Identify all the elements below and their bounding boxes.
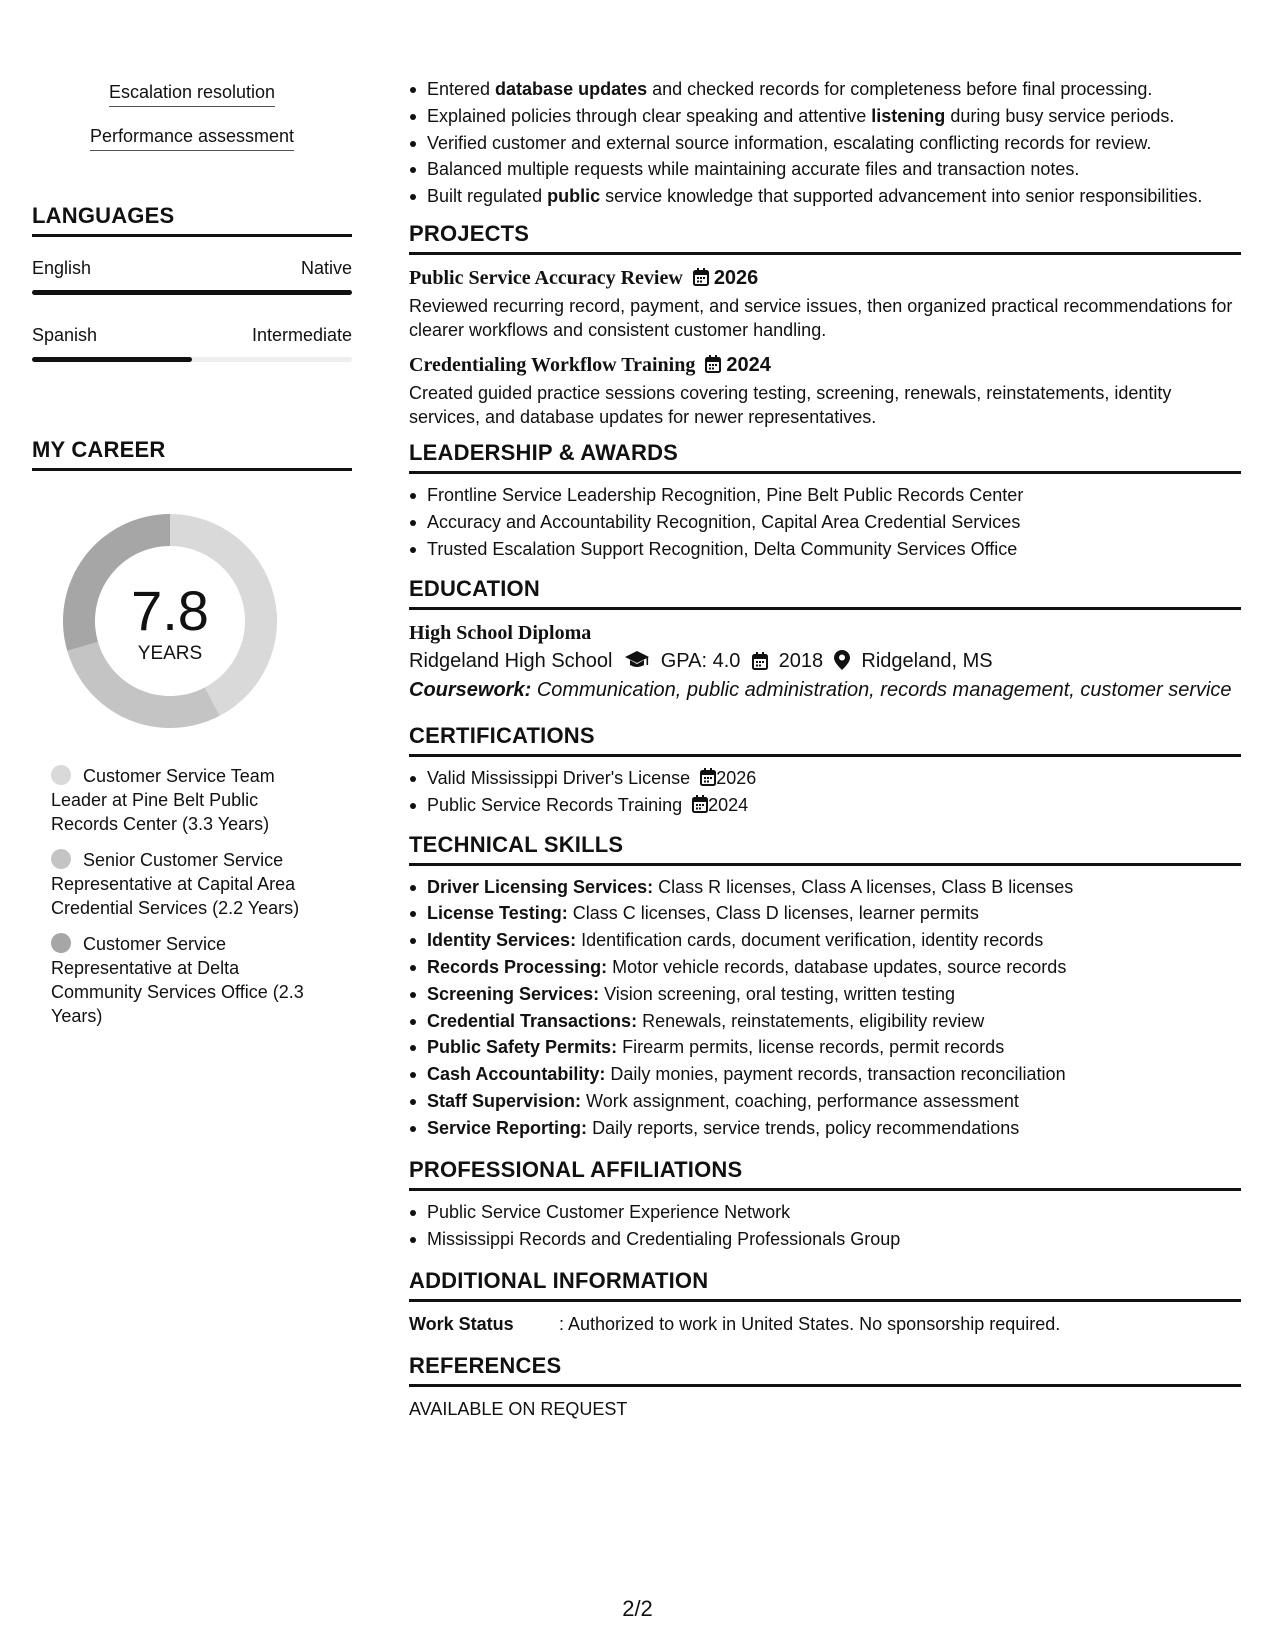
- certification-item: [409, 767, 1241, 790]
- technical-skill-item: License Testing: Class C licenses, Class D licenses, learner permits: [409, 902, 1241, 925]
- career-legend-item: [51, 932, 321, 1028]
- language-level: Native: [300, 258, 352, 278]
- education-degree: High School Diploma: [409, 621, 592, 644]
- skill-tag: Performance assessment: [90, 124, 294, 151]
- leadership-item: Trusted Escalation Support Recognition, Delta Community Services Office: [409, 538, 1241, 561]
- calendar-icon: [700, 768, 716, 786]
- certifications-heading: CERTIFICATIONS: [409, 722, 1241, 757]
- certification-item: [409, 794, 1241, 817]
- career-donut-chart: [55, 506, 285, 736]
- experience-bullet: Built regulated public service knowledge that supported advancement into senior responsibilities.: [409, 185, 1241, 208]
- project-item: [409, 265, 1241, 342]
- certifications-list: [409, 767, 1241, 817]
- project-description: Created guided practice sessions covering testing, screening, renewals, reinstatements, identity services, and database updates for newer representatives.: [409, 383, 1172, 428]
- language-bar: [32, 290, 352, 295]
- legend-dot: [51, 765, 71, 785]
- references-text: AVAILABLE ON REQUEST: [409, 1398, 628, 1419]
- technical-skills-heading: TECHNICAL SKILLS: [409, 831, 1241, 866]
- certification-name: Valid Mississippi Driver's License: [427, 767, 691, 788]
- project-name: Public Service Accuracy Review: [409, 267, 683, 290]
- career-legend-item: [51, 764, 321, 836]
- page-number: 2/2: [622, 1596, 653, 1621]
- experience-bullet: Verified customer and external source information, escalating conflicting records for review.: [409, 132, 1241, 155]
- map-pin-icon: [834, 650, 850, 670]
- affiliation-item: Mississippi Records and Credentialing Professionals Group: [409, 1228, 1241, 1251]
- project-year: 2024: [726, 354, 771, 377]
- coursework-text: Communication, public administration, records management, customer service: [536, 678, 1232, 701]
- education-school: Ridgeland High School: [409, 649, 613, 672]
- leadership-item: Accuracy and Accountability Recognition, Capital Area Credential Services: [409, 511, 1241, 534]
- language-bar: [32, 357, 352, 362]
- legend-label: Customer Service Representative at Delta Community Services Office (2.3 Years): [51, 934, 304, 1026]
- affiliations-list: [409, 1201, 1241, 1251]
- technical-skill-item: Staff Supervision: Work assignment, coaching, performance assessment: [409, 1090, 1241, 1113]
- project-name: Credentialing Workflow Training: [409, 354, 696, 377]
- career-legend: [51, 764, 321, 1028]
- calendar-icon: [705, 355, 721, 373]
- references-heading: REFERENCES: [409, 1352, 1241, 1387]
- technical-skill-item: Records Processing: Motor vehicle records, database updates, source records: [409, 956, 1241, 979]
- experience-bullet: Explained policies through clear speaking and attentive listening during busy service periods.: [409, 105, 1241, 128]
- work-status-value: : Authorized to work in United States. No sponsorship required.: [559, 1313, 1061, 1334]
- education-heading: EDUCATION: [409, 575, 1241, 610]
- work-status-label: Work Status: [409, 1313, 514, 1334]
- project-description: Reviewed recurring record, payment, and service issues, then organized practical recommendations for clearer workflows and consistent customer handling.: [409, 296, 1233, 341]
- certification-year: 2026: [716, 767, 757, 788]
- technical-skill-item: Identity Services: Identification cards, document verification, identity records: [409, 929, 1241, 952]
- experience-bullets: [409, 78, 1241, 208]
- language-bar-fill: [32, 357, 192, 362]
- technical-skill-item: Screening Services: Vision screening, oral testing, written testing: [409, 983, 1241, 1006]
- legend-label: Senior Customer Service Representative at Capital Area Credential Services (2.2 Years): [51, 850, 300, 918]
- language-level: Intermediate: [251, 325, 352, 345]
- experience-bullet: Entered database updates and checked records for completeness before final processing.: [409, 78, 1241, 101]
- affiliations-heading: PROFESSIONAL AFFILIATIONS: [409, 1156, 1241, 1191]
- calendar-icon: [692, 795, 708, 813]
- education-coursework: [409, 678, 1241, 702]
- affiliation-item: Public Service Customer Experience Network: [409, 1201, 1241, 1224]
- additional-info-heading: ADDITIONAL INFORMATION: [409, 1267, 1241, 1302]
- right-column: [409, 78, 1241, 1421]
- education-year: 2018: [778, 649, 824, 672]
- technical-skill-item: Service Reporting: Daily reports, service trends, policy recommendations: [409, 1117, 1241, 1140]
- legend-dot: [51, 933, 71, 953]
- technical-skill-item: Credential Transactions: Renewals, reinstatements, eligibility review: [409, 1010, 1241, 1033]
- project-item: [409, 352, 1241, 429]
- language-item: [32, 323, 352, 362]
- leadership-list: [409, 484, 1241, 561]
- education-gpa: GPA: 4.0: [660, 649, 741, 672]
- coursework-label: Coursework:: [409, 678, 532, 701]
- skill-tag: Escalation resolution: [109, 80, 275, 107]
- calendar-icon: [752, 652, 768, 670]
- language-item: [32, 256, 352, 295]
- career-unit: YEARS: [137, 643, 203, 664]
- language-name: English: [32, 258, 92, 278]
- technical-skill-item: Cash Accountability: Daily monies, payment records, transaction reconciliation: [409, 1063, 1241, 1086]
- legend-dot: [51, 849, 71, 869]
- education-location: Ridgeland, MS: [861, 649, 993, 672]
- certification-year: 2024: [708, 794, 749, 815]
- legend-label: Customer Service Team Leader at Pine Belt Public Records Center (3.3 Years): [51, 766, 275, 834]
- education-item: [409, 620, 1241, 702]
- projects-heading: PROJECTS: [409, 220, 1241, 255]
- technical-skill-item: Public Safety Permits: Firearm permits, license records, permit records: [409, 1036, 1241, 1059]
- experience-bullet: Balanced multiple requests while maintaining accurate files and transaction notes.: [409, 158, 1241, 181]
- work-status-row: [409, 1312, 1241, 1336]
- project-year: 2026: [713, 267, 759, 290]
- graduation-cap-icon: [624, 650, 650, 670]
- language-name: Spanish: [32, 325, 98, 345]
- left-column: [32, 80, 352, 1040]
- career-heading: MY CAREER: [32, 436, 352, 471]
- certification-name: Public Service Records Training: [427, 794, 683, 815]
- technical-skills-list: [409, 876, 1241, 1140]
- skills-tail: [32, 80, 352, 151]
- leadership-item: Frontline Service Leadership Recognition, Pine Belt Public Records Center: [409, 484, 1241, 507]
- calendar-icon: [693, 268, 709, 286]
- career-legend-item: [51, 848, 321, 920]
- career-total: 7.8: [131, 579, 209, 642]
- technical-skill-item: Driver Licensing Services: Class R licenses, Class A licenses, Class B licenses: [409, 876, 1241, 899]
- language-bar-fill: [32, 290, 352, 295]
- leadership-heading: LEADERSHIP & AWARDS: [409, 439, 1241, 474]
- languages-heading: LANGUAGES: [32, 202, 352, 237]
